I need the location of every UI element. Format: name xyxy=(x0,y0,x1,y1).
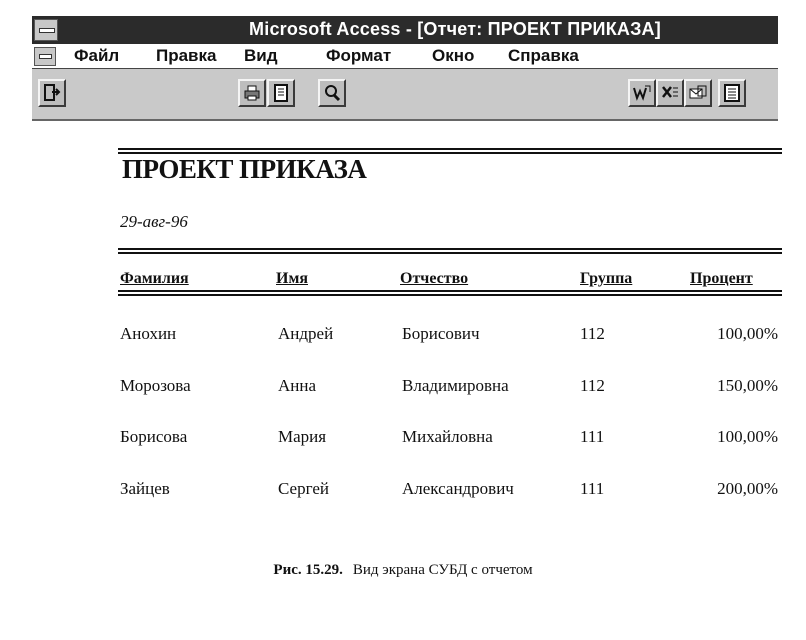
cell-name: Анна xyxy=(278,376,317,395)
column-header-group: Группа xyxy=(580,270,633,287)
cell-surname: Борисова xyxy=(120,427,188,446)
cell-group: 112 xyxy=(580,324,605,343)
title-bar xyxy=(32,16,778,44)
zoom-icon[interactable] xyxy=(318,79,346,107)
excel-export-icon[interactable] xyxy=(656,79,684,107)
column-header-name: Имя xyxy=(276,270,308,287)
cell-name: Андрей xyxy=(278,324,334,343)
column-header-percent: Процент xyxy=(690,270,753,287)
report-date: 29-авг-96 xyxy=(120,212,188,231)
cell-patronymic: Александрович xyxy=(402,479,514,498)
system-menu-icon[interactable] xyxy=(34,19,58,41)
page-setup-icon[interactable] xyxy=(267,79,295,107)
cell-patronymic: Михайловна xyxy=(402,427,493,446)
cell-surname: Анохин xyxy=(120,324,177,343)
word-export-icon[interactable] xyxy=(628,79,656,107)
cell-patronymic: Владимировна xyxy=(402,376,509,395)
column-header-surname: Фамилия xyxy=(120,270,189,287)
menu-bar xyxy=(32,44,778,69)
cell-group: 111 xyxy=(580,479,605,498)
window-title: Microsoft Access - [Отчет: ПРОЕКТ ПРИКАЗА] xyxy=(249,19,661,39)
menu-format[interactable]: Формат xyxy=(326,46,392,65)
caption-text: Вид экрана СУБД с отчетом xyxy=(352,562,533,578)
access-window xyxy=(32,16,778,120)
mail-icon[interactable] xyxy=(684,79,712,107)
divider xyxy=(118,290,782,296)
document-menu-icon[interactable] xyxy=(34,47,56,66)
figure-caption xyxy=(0,562,806,579)
cell-surname: Зайцев xyxy=(120,479,170,498)
menu-view[interactable]: Вид xyxy=(244,46,278,65)
cell-surname: Морозова xyxy=(120,376,191,395)
menu-file[interactable]: Файл xyxy=(74,46,120,65)
cell-name: Мария xyxy=(278,427,327,446)
menu-window[interactable]: Окно xyxy=(432,46,475,65)
close-icon[interactable] xyxy=(38,79,66,107)
menu-help[interactable]: Справка xyxy=(508,46,579,65)
cell-group: 112 xyxy=(580,376,605,395)
cell-patronymic: Борисович xyxy=(402,324,480,343)
caption-label: Рис. 15.29. xyxy=(273,562,343,578)
cell-percent: 100,00% xyxy=(717,427,778,446)
divider xyxy=(118,248,782,254)
cell-name: Сергей xyxy=(278,479,329,498)
cell-percent: 200,00% xyxy=(717,479,778,498)
menu-edit[interactable]: Правка xyxy=(156,46,217,65)
cell-percent: 150,00% xyxy=(717,376,778,395)
report-title: ПРОЕКТ ПРИКАЗА xyxy=(122,154,367,184)
column-header-patronymic: Отчество xyxy=(400,270,469,287)
cell-group: 111 xyxy=(580,427,605,446)
toolbar xyxy=(32,69,778,121)
print-icon[interactable] xyxy=(238,79,266,107)
database-window-icon[interactable] xyxy=(718,79,746,107)
cell-percent: 100,00% xyxy=(717,324,778,343)
